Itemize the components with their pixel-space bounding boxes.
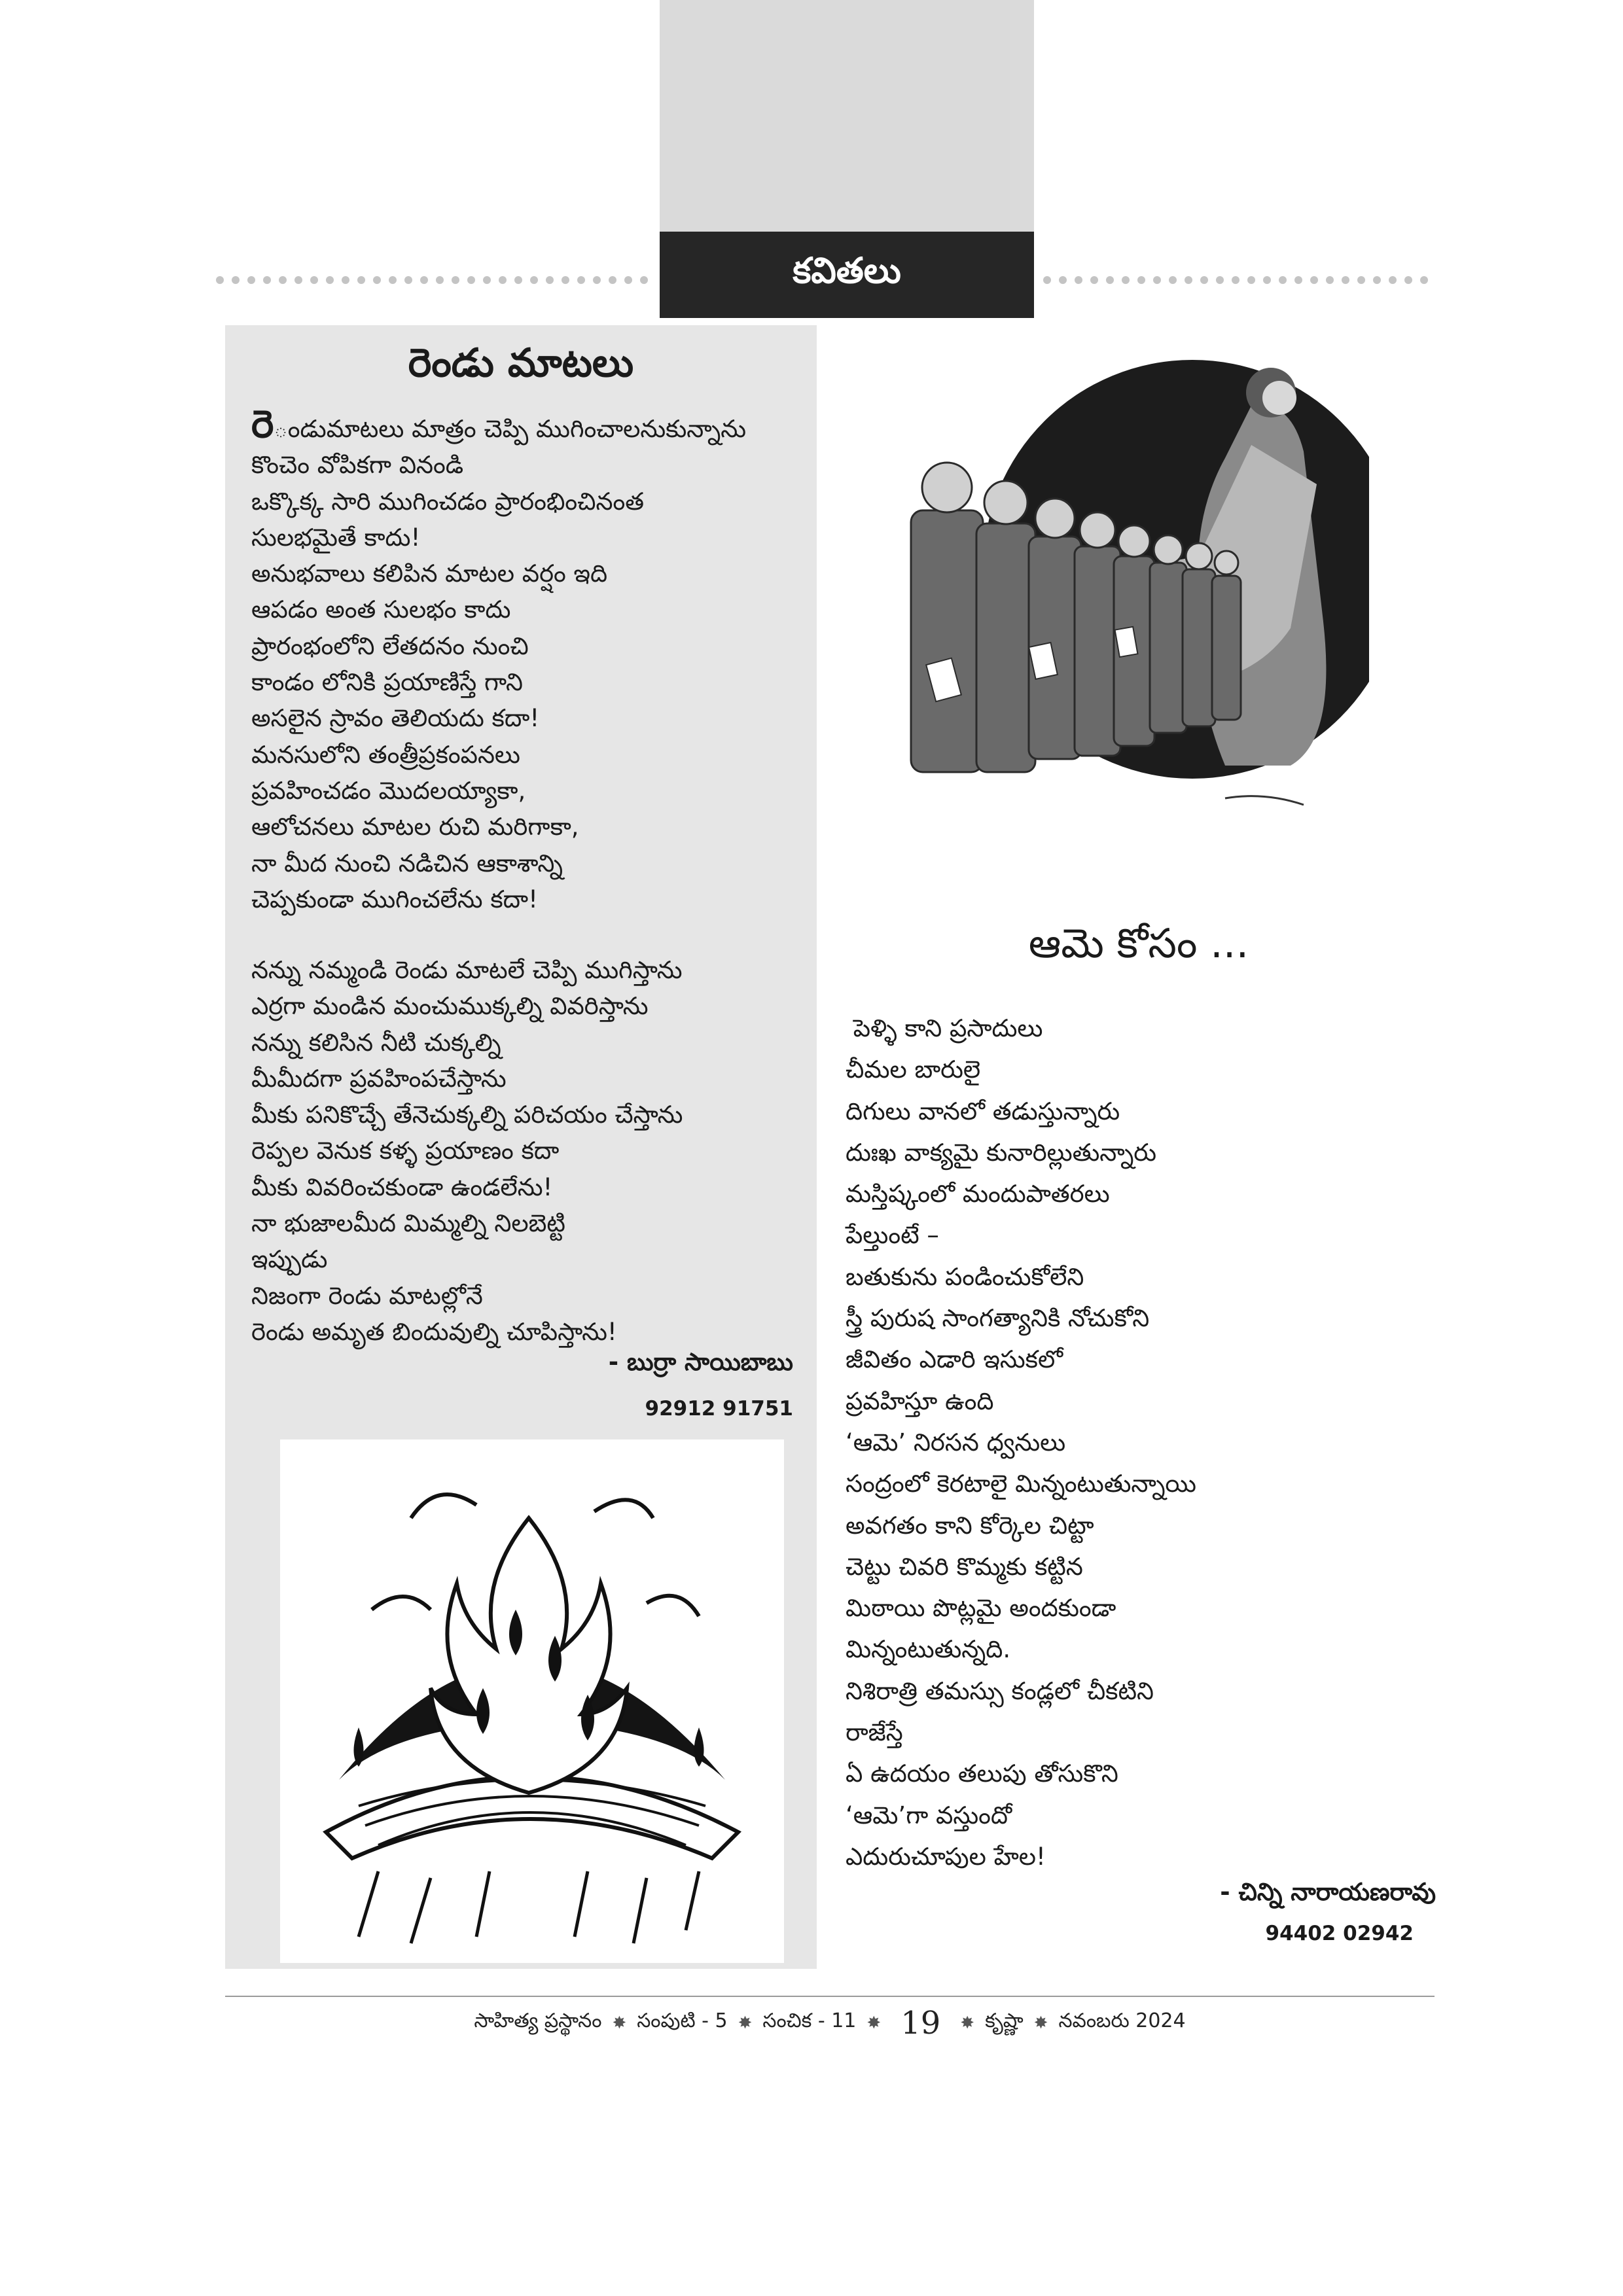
rule-dot (1342, 276, 1349, 284)
rule-dot (1185, 276, 1192, 284)
rule-dot (483, 276, 491, 284)
footer-separator: ✸ (960, 2013, 975, 2033)
rule-dot (1294, 276, 1302, 284)
poem1-line: నా మీద నుంచి నడిచిన ఆకాశాన్ని (251, 849, 563, 877)
poem2-line: దిగులు వానలో తడుస్తున్నారు (846, 1097, 1120, 1125)
poem1-line: రెండు అమృత బిందువుల్ని చూపిస్తాను! (251, 1317, 617, 1346)
poem1-line: ప్రవహించడం మొదలయ్యాకా, (251, 776, 526, 805)
poem1-line: ప్రారంభంలోని లేతదనం నుంచి (251, 631, 529, 660)
poem1-line: నన్ను నమ్మండి రెండు మాటలే చెప్పి ముగిస్తాను (251, 956, 683, 984)
footer-issue: సంచిక - 11 (762, 2009, 857, 2032)
poem1-first-line-rest: ండుమాటలు మాత్రం చెప్పి ముగించాలనుకున్నాను (274, 415, 747, 443)
rule-dot (1420, 276, 1428, 284)
footer-separator: ✸ (1033, 2013, 1048, 2033)
section-title: కవితలు (793, 249, 901, 291)
poem2-body (846, 1008, 1196, 1877)
rule-dot (452, 276, 459, 284)
poem1-stanza-2 (251, 952, 683, 1350)
poem2-line: రాజేస్తే (846, 1718, 903, 1747)
footer (225, 2004, 1435, 2043)
rule-dot (1247, 276, 1255, 284)
poem1-line: నిజంగా రెండు మాటల్లోనే (251, 1281, 483, 1310)
rule-dot (499, 276, 507, 284)
poem1-line-first (251, 402, 747, 446)
rule-dot (562, 276, 569, 284)
poem2-line: సంద్రంలో కెరటాలై మిన్నంటుతున్నాయి (846, 1470, 1196, 1498)
rule-dot (294, 276, 302, 284)
rule-dot (1043, 276, 1051, 284)
poem1-line: నన్ను కలిసిన నీటి చుక్కల్ని (251, 1028, 501, 1057)
poem1-line: కొంచెం వోపికగా వినండి (251, 451, 464, 480)
poem1-line: సులభమైతే కాదు! (251, 523, 421, 552)
footer-rule (225, 1996, 1435, 1997)
rule-dot (1122, 276, 1130, 284)
footer-separator: ✸ (738, 2013, 753, 2033)
rule-dot (1263, 276, 1271, 284)
dotted-rule-right (1042, 274, 1435, 287)
rule-dot (1075, 276, 1082, 284)
poem1-line: నా భుజాలమీద మిమ్మల్ని నిలబెట్టి (251, 1209, 565, 1238)
rule-dot (436, 276, 444, 284)
poem1-title: రెండు మాటలు (408, 340, 634, 386)
rule-dot (514, 276, 522, 284)
poem1-line: మీకు వివరించకుండా ఉండలేను! (251, 1173, 553, 1201)
rule-dot (373, 276, 381, 284)
poem1-line: అసలైన స్రావం తెలియదు కదా! (251, 704, 540, 733)
rule-dot (1169, 276, 1177, 284)
rule-dot (1389, 276, 1397, 284)
footer-volume: సంపుటి - 5 (637, 2009, 728, 2032)
poem2-author: - చిన్ని నారాయణరావు (1220, 1878, 1436, 1906)
poem1-dropcap: రె (251, 402, 274, 446)
rule-dot (577, 276, 585, 284)
poem1-line: మనసులోని తంత్రీప్రకంపనలు (251, 740, 520, 769)
poem2-line: నిశిరాత్రి తమస్సు కండ్లలో చీకటిని (846, 1676, 1154, 1705)
poem1-line: మీకు పనికొచ్చే తేనెచుక్కల్ని పరిచయం చేస్తాను (251, 1101, 683, 1129)
section-header (660, 232, 1034, 318)
poem2-line: ఎదురుచూపుల హేల! (846, 1842, 1046, 1871)
poem2-line: మిఠాయి పొట్లమై అందకుండా (846, 1594, 1116, 1623)
rule-dot (1232, 276, 1240, 284)
page-number: 19 (901, 2005, 941, 2041)
poem2-line: ప్రవహిస్తూ ఉంది (846, 1386, 994, 1415)
poem1-line: రెప్పల వెనుక కళ్ళ ప్రయాణం కదా (251, 1137, 560, 1165)
poem2-line: మిన్నంటుతున్నది. (846, 1635, 1011, 1664)
rule-dot (232, 276, 240, 284)
rule-dot (1106, 276, 1114, 284)
rule-dot (1326, 276, 1334, 284)
rule-dot (1279, 276, 1287, 284)
rule-dot (1200, 276, 1208, 284)
rule-dot (1137, 276, 1145, 284)
poem2-phone: 94402 02942 (1265, 1922, 1414, 1945)
rule-dot (1357, 276, 1365, 284)
poem2-line: స్త్రీ పురుష సాంగత్యానికి నోచుకోని (846, 1304, 1150, 1333)
poem1-stanza-1 (251, 402, 747, 917)
rule-dot (609, 276, 616, 284)
footer-samvatsaram: కృష్ణా (985, 2009, 1024, 2032)
rule-dot (420, 276, 428, 284)
poem2-line: పెళ్ళి కాని ప్రసాదులు (846, 1014, 1043, 1042)
dotted-rule-left (215, 274, 654, 287)
footer-magazine: సాహిత్య ప్రస్థానం (474, 2009, 602, 2032)
poem2-line: జీవితం ఎడారి ఇసుకలో (846, 1345, 1063, 1374)
poem1-line: చెప్పకుండా ముగించలేను కదా! (251, 885, 538, 913)
poem2-line: దుఃఖ వాక్యమై కునారిల్లుతున్నారు (846, 1138, 1156, 1167)
rule-dot (624, 276, 632, 284)
poem2-title: ఆమె కోసం ... (1028, 919, 1249, 967)
rule-dot (1310, 276, 1318, 284)
poem1-line: మీమీదగా ప్రవహింపచేస్తాను (251, 1064, 507, 1093)
rule-dot (467, 276, 475, 284)
poem1-line: ఎర్రగా మండిన మంచుముక్కల్ని వివరిస్తాను (251, 992, 649, 1021)
rule-dot (279, 276, 287, 284)
rule-dot (263, 276, 271, 284)
poem1-line: ఆపడం అంత సులభం కాదు (251, 595, 511, 624)
rule-dot (216, 276, 224, 284)
poem1-line: ఒక్కొక్క సారి ముగించడం ప్రారంభించినంత (251, 487, 645, 516)
rule-dot (530, 276, 538, 284)
poem2-line: చీమల బారులై (846, 1055, 981, 1084)
rule-dot (1404, 276, 1412, 284)
rule-dot (1373, 276, 1381, 284)
poem2-line: పేల్తుంటే – (846, 1221, 939, 1250)
poem2-line: అవగతం కాని కోర్కెల చిట్టా (846, 1511, 1094, 1540)
rule-dot (247, 276, 255, 284)
rule-dot (1153, 276, 1161, 284)
poem1-line: అనుభవాలు కలిపిన మాటల వర్షం ఇది (251, 559, 608, 588)
poem2-line: ‘ఆమె’ నిరసన ధ్వనులు (846, 1428, 1066, 1457)
flame-rain-drawing (280, 1439, 784, 1963)
poem1-line: ఆలోచనలు మాటల రుచి మరిగాకా, (251, 813, 579, 841)
rule-dot (1059, 276, 1067, 284)
footer-separator: ✸ (866, 2013, 882, 2033)
rule-dot (389, 276, 397, 284)
poem1-author: - బుర్రా సాయిబాబు (608, 1348, 793, 1376)
rule-dot (342, 276, 349, 284)
footer-separator: ✸ (612, 2013, 627, 2033)
poem2-line: చెట్టు చివరి కొమ్మకు కట్టిన (846, 1552, 1083, 1581)
poem2-line: ఏ ఉదయం తలుపు తోసుకొని (846, 1759, 1118, 1788)
rule-dot (593, 276, 601, 284)
poem2-line: ‘ఆమె’గా వస్తుందో (846, 1801, 1012, 1829)
rule-dot (1090, 276, 1098, 284)
rule-dot (357, 276, 365, 284)
footer-date: నవంబరు 2024 (1058, 2009, 1186, 2032)
poem1-phone: 92912 91751 (645, 1397, 793, 1421)
rule-dot (326, 276, 334, 284)
queue-of-men-woman-illustration (885, 347, 1369, 883)
poem2-line: మస్తిష్కంలో మందుపాతరలు (846, 1180, 1110, 1209)
rule-dot (546, 276, 554, 284)
poem2-line: బతుకును పండించుకోలేని (846, 1262, 1084, 1291)
rule-dot (1216, 276, 1224, 284)
poem1-line: ఇప్పుడు (251, 1245, 328, 1274)
rule-dot (404, 276, 412, 284)
header-gray-block (660, 0, 1034, 233)
rule-dot (310, 276, 318, 284)
rule-dot (640, 276, 648, 284)
poem1-line: కాండం లోనికి ప్రయాణిస్తే గాని (251, 668, 523, 697)
